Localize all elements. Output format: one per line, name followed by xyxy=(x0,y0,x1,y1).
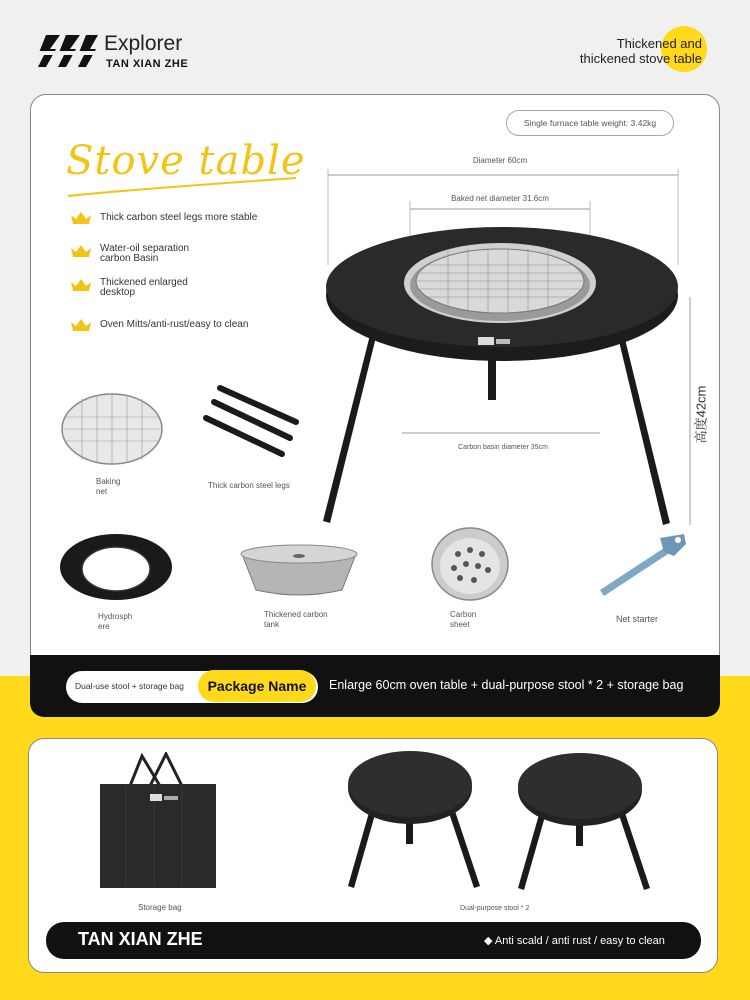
stool-label: Dual-purpose stool * 2 xyxy=(460,905,530,912)
brand-subtitle: TAN XIAN ZHE xyxy=(106,58,189,70)
feature-text: Thick carbon steel legs more stable xyxy=(100,212,258,223)
crown-icon xyxy=(70,318,92,332)
accessory-label: Hydrosph ere xyxy=(98,612,133,631)
header-note-line1: Thickened and xyxy=(616,36,702,51)
feature-item xyxy=(70,278,188,298)
brand-name: Explorer xyxy=(104,32,183,55)
feature-text: Thickened enlarged desktop xyxy=(100,277,188,298)
crown-icon xyxy=(70,211,92,225)
accessory-label: Carbon sheet xyxy=(450,610,477,629)
product-title: Stove table xyxy=(66,138,306,184)
weight-badge: Single furnace table weight: 3.42kg xyxy=(506,110,674,136)
hydrosphere-image xyxy=(58,532,174,602)
bag-label: Storage bag xyxy=(138,903,182,912)
stool-image xyxy=(344,748,484,890)
header-note xyxy=(560,36,702,66)
accessory-label: Thick carbon steel legs xyxy=(208,481,290,490)
crown-icon xyxy=(70,244,92,258)
feature-text: Water-oil separation carbon Basin xyxy=(100,243,190,264)
accessory-label: Baking net xyxy=(96,477,121,496)
diameter-label: Diameter 60cm xyxy=(472,156,528,165)
feature-text: Oven Mitts/anti-rust/easy to clean xyxy=(100,319,249,330)
crown-icon xyxy=(70,278,92,292)
feature-item xyxy=(70,244,189,264)
title-underline-swoosh xyxy=(64,176,300,200)
brand-logo-icon xyxy=(36,33,98,69)
stove-table-illustration xyxy=(318,165,698,535)
carbon-sheet-image xyxy=(430,526,510,602)
storage-bag-image xyxy=(96,752,220,892)
header-note-line2: thickened stove table xyxy=(579,51,702,66)
bottom-features-note: ◆ Anti scald / anti rust / easy to clean xyxy=(484,935,665,947)
carbon-tank-image xyxy=(238,542,360,598)
net-starter-image xyxy=(594,528,690,600)
package-content: Enlarge 60cm oven table + dual-purpose stool * 2 + storage bag xyxy=(329,678,684,692)
feature-item xyxy=(70,211,257,225)
bottom-brand: TAN XIAN ZHE xyxy=(78,929,203,949)
basin-diameter-label: Carbon basin diameter 35cm xyxy=(458,444,548,451)
stool-image xyxy=(514,750,654,892)
package-variant: Dual-use stool + storage bag xyxy=(75,681,184,691)
package-name-badge: Package Name xyxy=(198,670,316,702)
accessory-label: Net starter xyxy=(616,614,659,624)
height-label: 高度42cm xyxy=(693,385,709,444)
accessory-label: Thickened carbon tank xyxy=(264,610,328,629)
carbon-steel-legs-image xyxy=(200,382,306,464)
baking-net-image xyxy=(60,392,164,466)
feature-item xyxy=(70,318,248,332)
net-diameter-label: Baked net diameter 31.6cm xyxy=(451,194,549,203)
